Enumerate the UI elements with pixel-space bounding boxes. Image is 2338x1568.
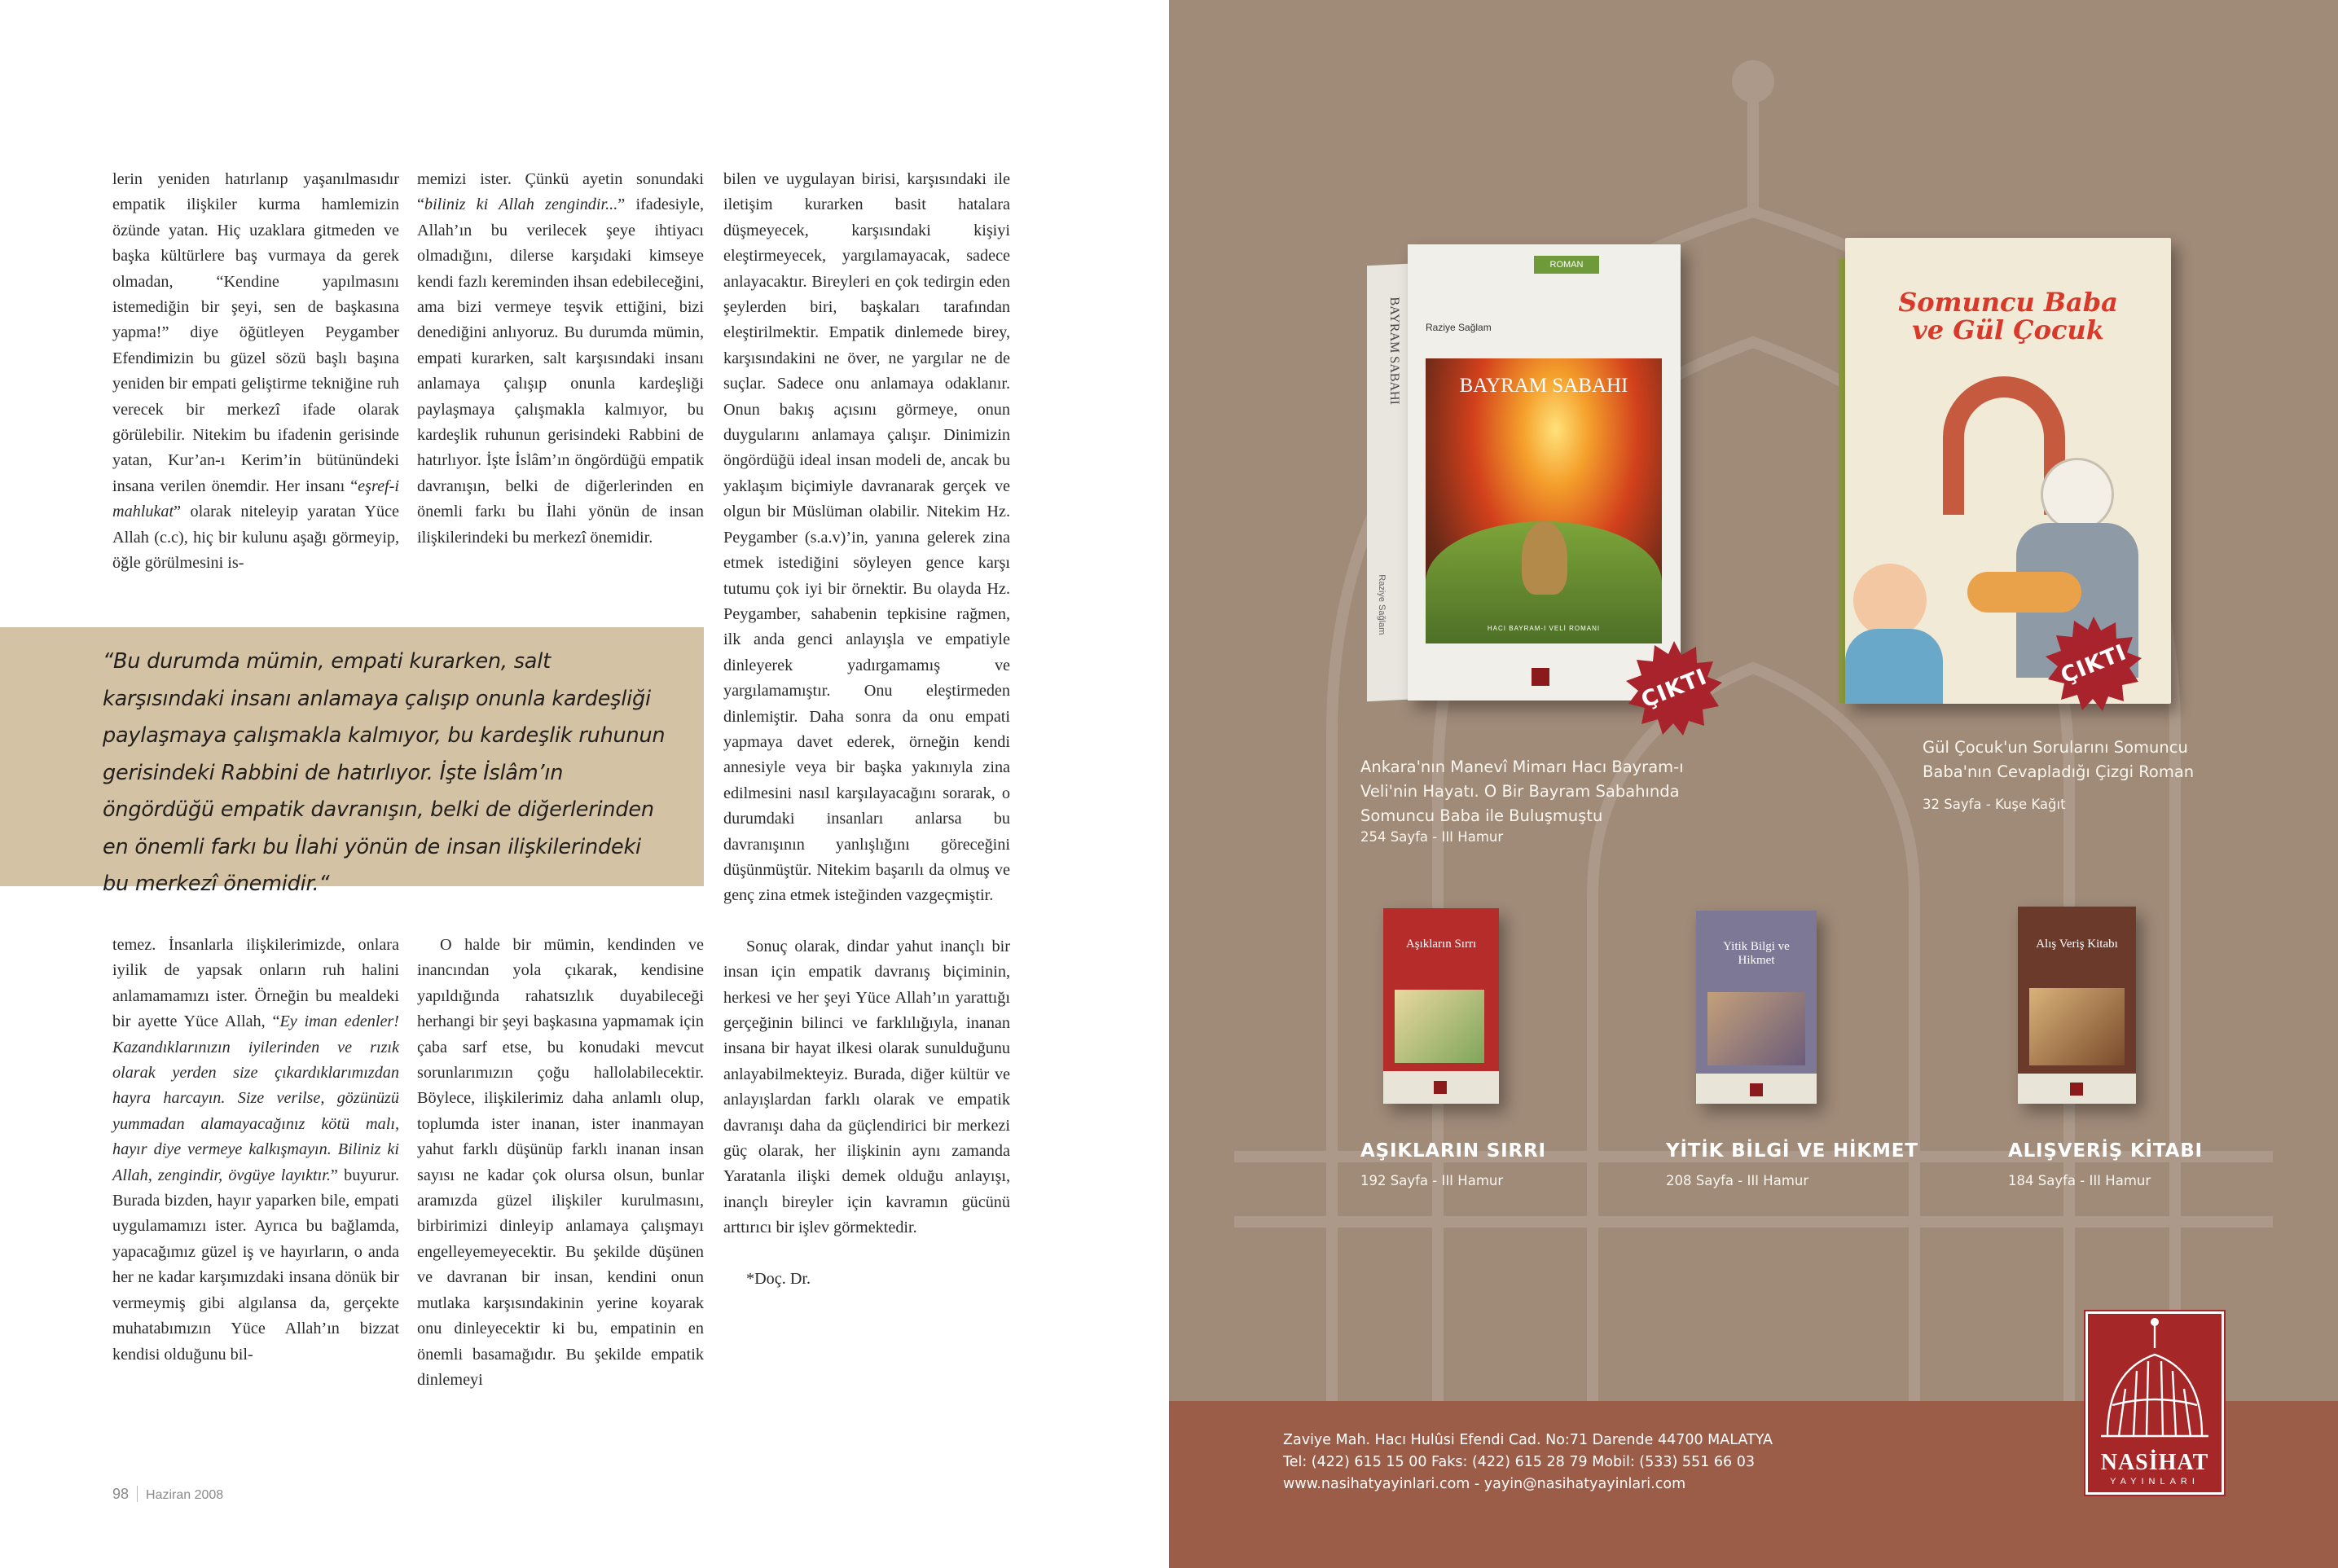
column-1-bottom: temez. İnsanlarla ilişkilerimizde, onlara iyilik de yapsak onların ruh halini anlamamamızı ister. Örneğin bu mealdeki bir ayette Yüce Allah, “Ey iman edenler! Kazandıklarınızın iyilerinden ve rızık olarak yerden size çıkardıklarımızdan hayra harcayın. Size verilse, gözünüzü yummadan alamayacağınız kötü malı, hayır diye vermeye kalkışmayın. Biliniz ki Allah, zengindir, övgüye layıktır.” buyurur. Burada bizden, hayır yaparken bile, empati uygulamamızı ister. Ayrıca bu bağlamda, yapacağımız güzel iş ve hayırların, o anda her ne kadar karşımızdaki insana dönük bir vermeymiş gibi algılansa da, gerçekte muhatabımızın Yüce Allah’ın bizzat kendisi olduğunu bil- bbox=[112, 936, 399, 1364]
publisher-contact bbox=[1283, 1430, 1773, 1496]
publisher-web[interactable]: www.nasihatyayinlari.com - yayin@nasihatyayinlari.com bbox=[1283, 1476, 1686, 1492]
advertisement-page bbox=[1169, 0, 2338, 1568]
cover-title: Alış Veriş Kitabı bbox=[2036, 938, 2118, 951]
column-3-conclusion: Sonuç olarak, dindar yahut inançlı bir insan için empatik davranış biçiminin, herkesi ve her şeyi Yüce Allah’ın yarattığı gerçeğinin bilinci ve farklılığıyla, inanan insana bir hayat ilkesi olarak sunulduğunu anlayabilmekteyiz. Burada, diğer kültür ve anlayışlardan farklı olarak ve empatik davranışı daha da güçlendirici bir merkezi güç olarak, her ilişkinin aynı zamanda Yaratanla ilişki demek olduğu anlayışı, inançlı bireyler için kavramın gücünü arttırıcı bir işlev görmektedir. bbox=[723, 937, 1010, 1237]
issue-date: Haziran 2008 bbox=[146, 1488, 224, 1502]
book-cover bbox=[1408, 244, 1681, 701]
logo-brand: NASİHAT bbox=[2100, 1450, 2209, 1475]
figure-silhouette bbox=[1522, 521, 1567, 595]
book1-meta: 254 Sayfa - III Hamur bbox=[1360, 829, 1504, 845]
book4-meta: 208 Sayfa - III Hamur bbox=[1666, 1173, 1809, 1188]
cover-image bbox=[1707, 992, 1805, 1065]
book3-meta: 192 Sayfa - III Hamur bbox=[1360, 1173, 1504, 1188]
book2-description: Gül Çocuk'un Sorularını Somuncu Baba'nın Cevapladığı Çizgi Roman bbox=[1923, 738, 2195, 781]
publisher-mark-icon bbox=[1750, 1083, 1763, 1096]
badge-released: ÇIKTI bbox=[2045, 615, 2142, 713]
book-cover bbox=[2018, 907, 2136, 1104]
book4-title: YİTİK BİLGİ VE HİKMET bbox=[1666, 1140, 1918, 1162]
publisher-mark-icon bbox=[1434, 1081, 1447, 1094]
book1-description: Ankara'nın Manevî Mimarı Hacı Bayram-ı Veli'nin Hayatı. O Bir Bayram Sabahında Somuncu Baba ile Buluşmuştu bbox=[1360, 758, 1684, 825]
page-folio bbox=[112, 1486, 223, 1503]
child-head bbox=[1853, 564, 1927, 637]
book-title: BAYRAM SABAHI bbox=[1459, 375, 1628, 397]
publisher-mark-icon bbox=[1532, 668, 1549, 686]
genre-label: ROMAN bbox=[1534, 256, 1599, 274]
book-spine: BAYRAM SABAHI Raziye Sağlam bbox=[1367, 264, 1408, 702]
pull-quote-text: “Bu durumda mümin, empati kurarken, salt karşısındaki insanı anlamaya çalışıp onunla kardeşliği paylaşmaya çalışmakla kalmıyor, bu kardeşlik ruhunun gerisindeki Rabbini de hatırlıyor. İşte İslâm’ın öngördüğü empatik davranışın, belki de diğerlerinden en önemli farkı bu İlahi yönün de insan ilişkilerindeki bu merkezî önemidir.“ bbox=[103, 649, 666, 896]
cover-illustration: BAYRAM SABAHI HACI BAYRAM-I VELİ ROMANI bbox=[1426, 358, 1662, 643]
column-3-paragraph: bilen ve uygulayan birisi, karşısındaki ile iletişim kurarken basit hatalara düşmeyecek, karşısındaki kişiyi eleştirmeyecek, yargılamayacak, sadece anlayacaktır. Bireyleri en çok tedirgin eden şeylerden biri, başkaları tarafından eleştirilmektir. Empatik dinlemede birey, karşısındakini ne över, ne yargılar ne de suçlar. Sadece onu anlamaya odaklanır. Onun bakış açısını görmeye, onun duygularını anlamaya çalışır. Dinimizin öngördüğü ideal insan modeli de, ancak bu yaklaşım biçimiyle davranarak gerçek ve olgun bir Müslüman olabilir. Nitekim Hz. Peygamber (s.a.v)’in, yanına gelerek zina etmek istediğini söyleyen gence karşı tutumu çok iyi bir örnektir. Bu olayda Hz. Peygamber, sahabenin tepkisine rağmen, ilk anda genci anlayışla ve empatiyle dinleyerek yadırgamamış ve yargılamamıştır. Onu eleştirmeden dinlemiştir. Daha sonra da onu empati yapmaya davet ederek, örneğin kendi annesiyle veya bir başka yakınıyla zina edilmesini nasıl karşılayacağını sorarak, o durumdaki insanları anlarsa bu davranışının yanlışlığını göreceğini düşünmüştür. Nitekim başarılı da olmuş ve genç zina etmek isteğinden vazgeçmiştir. bbox=[723, 170, 1010, 905]
book-author: Raziye Sağlam bbox=[1426, 322, 1492, 333]
cover-title: Aşıkların Sırrı bbox=[1405, 938, 1477, 951]
old-man-head bbox=[2041, 458, 2114, 531]
book5-title: ALIŞVERİŞ KİTABI bbox=[2008, 1140, 2203, 1162]
cover-image bbox=[1395, 990, 1484, 1063]
child-body bbox=[1845, 629, 1943, 704]
bread-tray bbox=[1967, 572, 2081, 613]
publisher-logo bbox=[2085, 1311, 2224, 1495]
badge-released: ÇIKTI bbox=[1625, 639, 1723, 737]
column-2-bottom: O halde bir mümin, kendinden ve inancından yola çıkarak, kendisine yapıldığında rahatsızlık duyabileceği herhangi bir şeyi başkasına yapmamak için çaba sarf etse, bu konudaki mevcut sorunlarımızın çoğu hallolabilecektir. Böylece, ilişkilerimiz daha anlamlı olup, toplumda ister inanan, ister inanmayan yahut farklı düşünüp farklı inanan insan sayısı ne kadar çok olursa olsun, bunlar aramızda güzel ilişkiler kurulmasını, birbirimizi dinleyip anlamaya çalışmayı engelleyemeyecektir. Bu şekilde düşünen ve davranan bir insan, kendini onun mutlaka karşısındakinin yerine koyarak onu dinleyecektir ki bu, empatinin en önemli basamağıdır. Bu şekilde empatik dinlemeyi bbox=[417, 936, 704, 1389]
book2-meta: 32 Sayfa - Kuşe Kağıt bbox=[1923, 797, 2066, 812]
publisher-mark-icon bbox=[2070, 1083, 2083, 1096]
pull-quote bbox=[0, 627, 704, 896]
book-title: Somuncu Baba ve Gül Çocuk bbox=[1898, 287, 2118, 345]
column-2-top: memizi ister. Çünkü ayetin sonundaki “biliniz ki Allah zengindir...” ifadesiyle, Allah’ın bu verilecek şeye ihtiyacı olmadığını, dilerse karşıdaki kimseye kendi fazlı kereminden ihsan edebileceğini, ama bizi vermeye teşvik ettiğini, bizi denediğini anlıyoruz. Bu durumda mümin, empati kurarken, salt karşısındaki insanı anlamaya çalışıp onunla kardeşliği paylaşmaya çalışmakla kalmıyor, bu kardeşlik ruhunun gerisindeki Rabbini de hatırlıyor. İşte İslâm’ın öngördüğü empatik davranışın, belki de diğerlerinden en önemli farkı bu İlahi yönün de insan ilişkilerindeki bu merkezî önemidir. bbox=[417, 170, 704, 547]
cover-title: Yitik Bilgi ve Hikmet bbox=[1723, 940, 1790, 967]
cover-image bbox=[2029, 988, 2125, 1065]
page-number: 98 bbox=[112, 1486, 130, 1502]
author-note: *Doç. Dr. bbox=[746, 1269, 811, 1288]
publisher-address: Zaviye Mah. Hacı Hulûsi Efendi Cad. No:71 Darende 44700 MALATYA bbox=[1283, 1432, 1773, 1448]
book-cover bbox=[1696, 911, 1817, 1104]
folio-divider bbox=[137, 1486, 138, 1502]
book3-title: AŞIKLARIN SIRRI bbox=[1360, 1140, 1546, 1162]
mosque-dome-logo-icon bbox=[2088, 1314, 2222, 1448]
publisher-phones: Tel: (422) 615 15 00 Faks: (422) 615 28 79 Mobil: (533) 551 66 03 bbox=[1283, 1454, 1755, 1470]
column-3 bbox=[723, 167, 1010, 1292]
book-cover bbox=[1383, 908, 1499, 1104]
logo-sub: YAYINLARI bbox=[2110, 1477, 2200, 1487]
column-1-top: lerin yeniden hatırlanıp yaşanılmasıdır empatik ilişkiler kurma hamlemizin özünde yatan. Hiç uzaklara gitmeden ve başka kültürlere baş vurmaya da gerek olmadan, “Kendine yapılmasını istemediğin bir şeyi, sen de başkasına yapma!” diye öğütleyen Peygamber Efendimizin bu güzel sözü başlı başına yeniden bir empati geliştirme tekniğine ruh verecek bir merkezî ifade olarak görülebilir. Nitekim bu ifadenin gerisinde yatan, Kur’an-ı Kerim’in bütünündeki insana verilen önemdir. Her insanı “eşref-i mahlukat” olarak niteleyip yaratan Yüce Allah (c.c), hiç bir kulunu aşağı görmeyip, öğle görülmesini is- bbox=[112, 170, 399, 573]
book5-meta: 184 Sayfa - III Hamur bbox=[2008, 1173, 2151, 1188]
